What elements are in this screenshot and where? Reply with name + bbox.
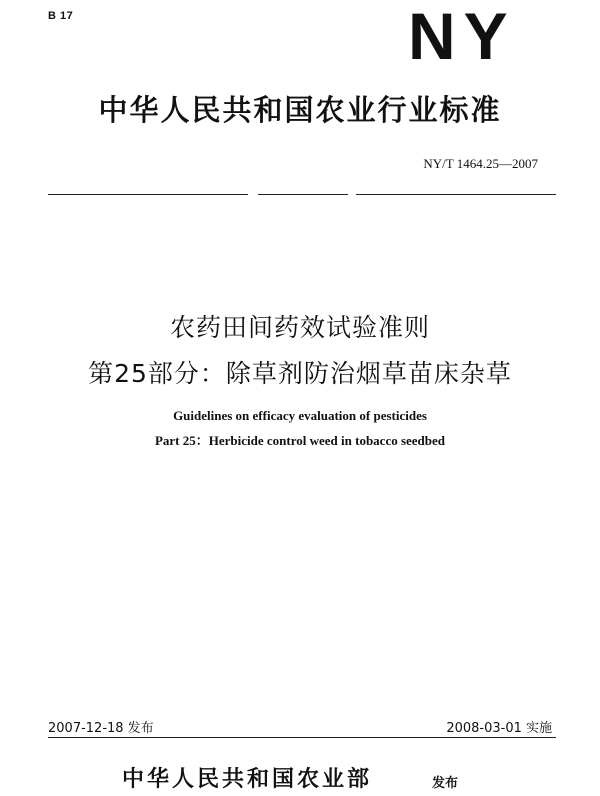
title-chinese-line2: 第25部分：除草剂防治烟草苗床杂草 bbox=[88, 359, 512, 388]
title-chinese-line1: 农药田间药效试验准则 bbox=[169, 313, 430, 342]
issue-date: 2007-12-18 发布 bbox=[48, 721, 154, 736]
publish-label: 发布 bbox=[432, 776, 459, 791]
publisher-name: 中华人民共和国农业部 bbox=[122, 766, 373, 792]
title-english-line1: Guidelines on efficacy evaluation of pesticides bbox=[173, 408, 427, 423]
title-english-line2: Part 25：Herbicide control weed in tobacco seedbed bbox=[154, 433, 446, 448]
footer-divider bbox=[48, 737, 556, 738]
header-divider-middle bbox=[258, 194, 348, 195]
standard-number: NY/T 1464.25—2007 bbox=[423, 156, 538, 171]
standard-title: 中华人民共和国农业行业标准 bbox=[98, 93, 502, 127]
ny-logo: NY bbox=[408, 0, 516, 73]
header-divider-right bbox=[356, 194, 556, 195]
classification-code: B 17 bbox=[48, 10, 74, 22]
header-divider-left bbox=[48, 194, 248, 195]
implementation-date: 2008-03-01 实施 bbox=[446, 721, 552, 736]
